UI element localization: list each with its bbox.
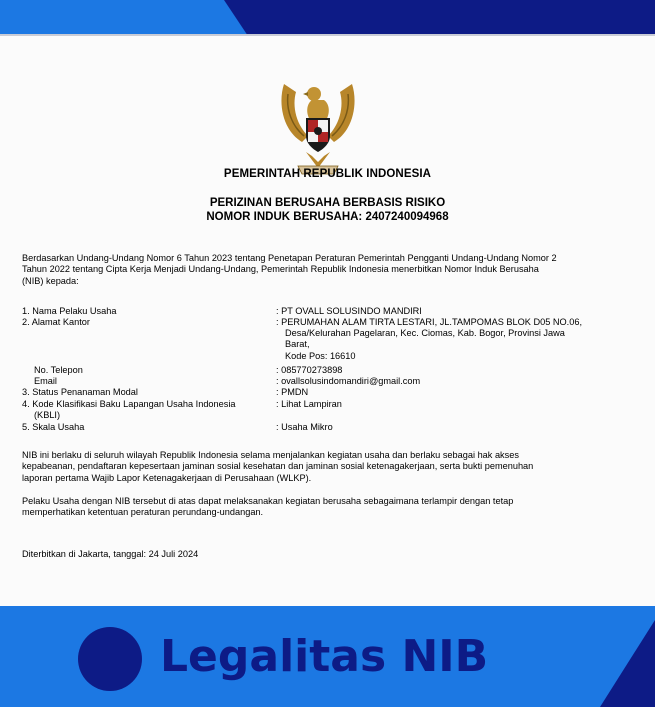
field-label-telepon: No. Telepon <box>34 365 83 375</box>
field-label-email: Email <box>34 376 57 386</box>
banner-bullet-dot <box>78 627 142 691</box>
intro-line: Berdasarkan Undang-Undang Nomor 6 Tahun 2023 tentang Penetapan Peraturan Pemerintah Pengganti Undang-Undang Nomor 2 <box>22 253 557 263</box>
validity-line: NIB ini berlaku di seluruh wilayah Republik Indonesia selama menjalankan kegiatan usaha dan berlaku sebagai hak akses <box>22 450 519 460</box>
obligation-line: Pelaku Usaha dengan NIB tersebut di atas dapat melaksanakan kegiatan berusaha sebagaimana terlampir dengan tetap <box>22 496 514 506</box>
field-value-alamat-line1: : PERUMAHAN ALAM TIRTA LESTARI, JL.TAMPOMAS BLOK D05 NO.06, <box>276 317 582 327</box>
document-subheading-permit: PERIZINAN BERUSAHA BERBASIS RISIKO <box>209 197 446 209</box>
field-value-nama: : PT OVALL SOLUSINDO MANDIRI <box>276 306 422 316</box>
field-value-status: : PMDN <box>276 387 309 397</box>
field-value-alamat-line3: Barat, <box>285 339 310 349</box>
validity-line: kepabeanan, pendaftaran kepesertaan jaminan sosial kesehatan dan jaminan sosial ketenagakerjaan, serta bukti pemenuhan <box>22 461 534 472</box>
obligation-line: memperhatikan ketentuan peraturan perundang-undangan. <box>22 507 264 518</box>
document-subheading-nib: NOMOR INDUK BERUSAHA: 2407240094968 <box>206 211 449 223</box>
intro-paragraph <box>22 253 618 287</box>
field-value-alamat-line2: Desa/Kelurahan Pagelaran, Kec. Ciomas, Kab. Bogor, Provinsi Jawa <box>285 328 565 338</box>
field-label-kbli: 4. Kode Klasifikasi Baku Lapangan Usaha Indonesia <box>22 399 236 409</box>
document-heading: PEMERINTAH REPUBLIK INDONESIA <box>223 168 432 180</box>
obligation-paragraph <box>22 496 618 519</box>
validity-line: laporan pertama Wajib Lapor Ketenagakerjaan di Perusahaan (WLKP). <box>22 472 312 483</box>
validity-paragraph <box>22 450 618 484</box>
field-label-skala: 5. Skala Usaha <box>22 422 85 432</box>
field-label-status: 3. Status Penanaman Modal <box>22 387 138 397</box>
banner-title: Legalitas NIB <box>160 631 489 682</box>
field-value-telepon: : 085770273898 <box>276 365 343 375</box>
top-decorative-bar <box>0 0 655 36</box>
field-value-email: : ovallsolusindomandiri@gmail.com <box>276 376 421 386</box>
intro-line: Tahun 2022 tentang Cipta Kerja Menjadi Undang-Undang, Pemerintah Republik Indonesia menerbitkan Nomor Induk Berusaha <box>22 264 539 275</box>
issued-line: Diterbitkan di Jakarta, tanggal: 24 Juli 2024 <box>22 549 199 559</box>
intro-line: (NIB) kepada: <box>22 275 79 286</box>
field-label-kbli-abbrev: (KBLI) <box>34 410 61 420</box>
field-value-alamat-line4: Kode Pos: 16610 <box>285 351 356 361</box>
field-label-nama: 1. Nama Pelaku Usaha <box>22 306 117 316</box>
field-value-skala: : Usaha Mikro <box>276 422 333 432</box>
field-label-alamat: 2. Alamat Kantor <box>22 317 90 327</box>
field-value-kbli: : Lihat Lampiran <box>276 399 342 409</box>
